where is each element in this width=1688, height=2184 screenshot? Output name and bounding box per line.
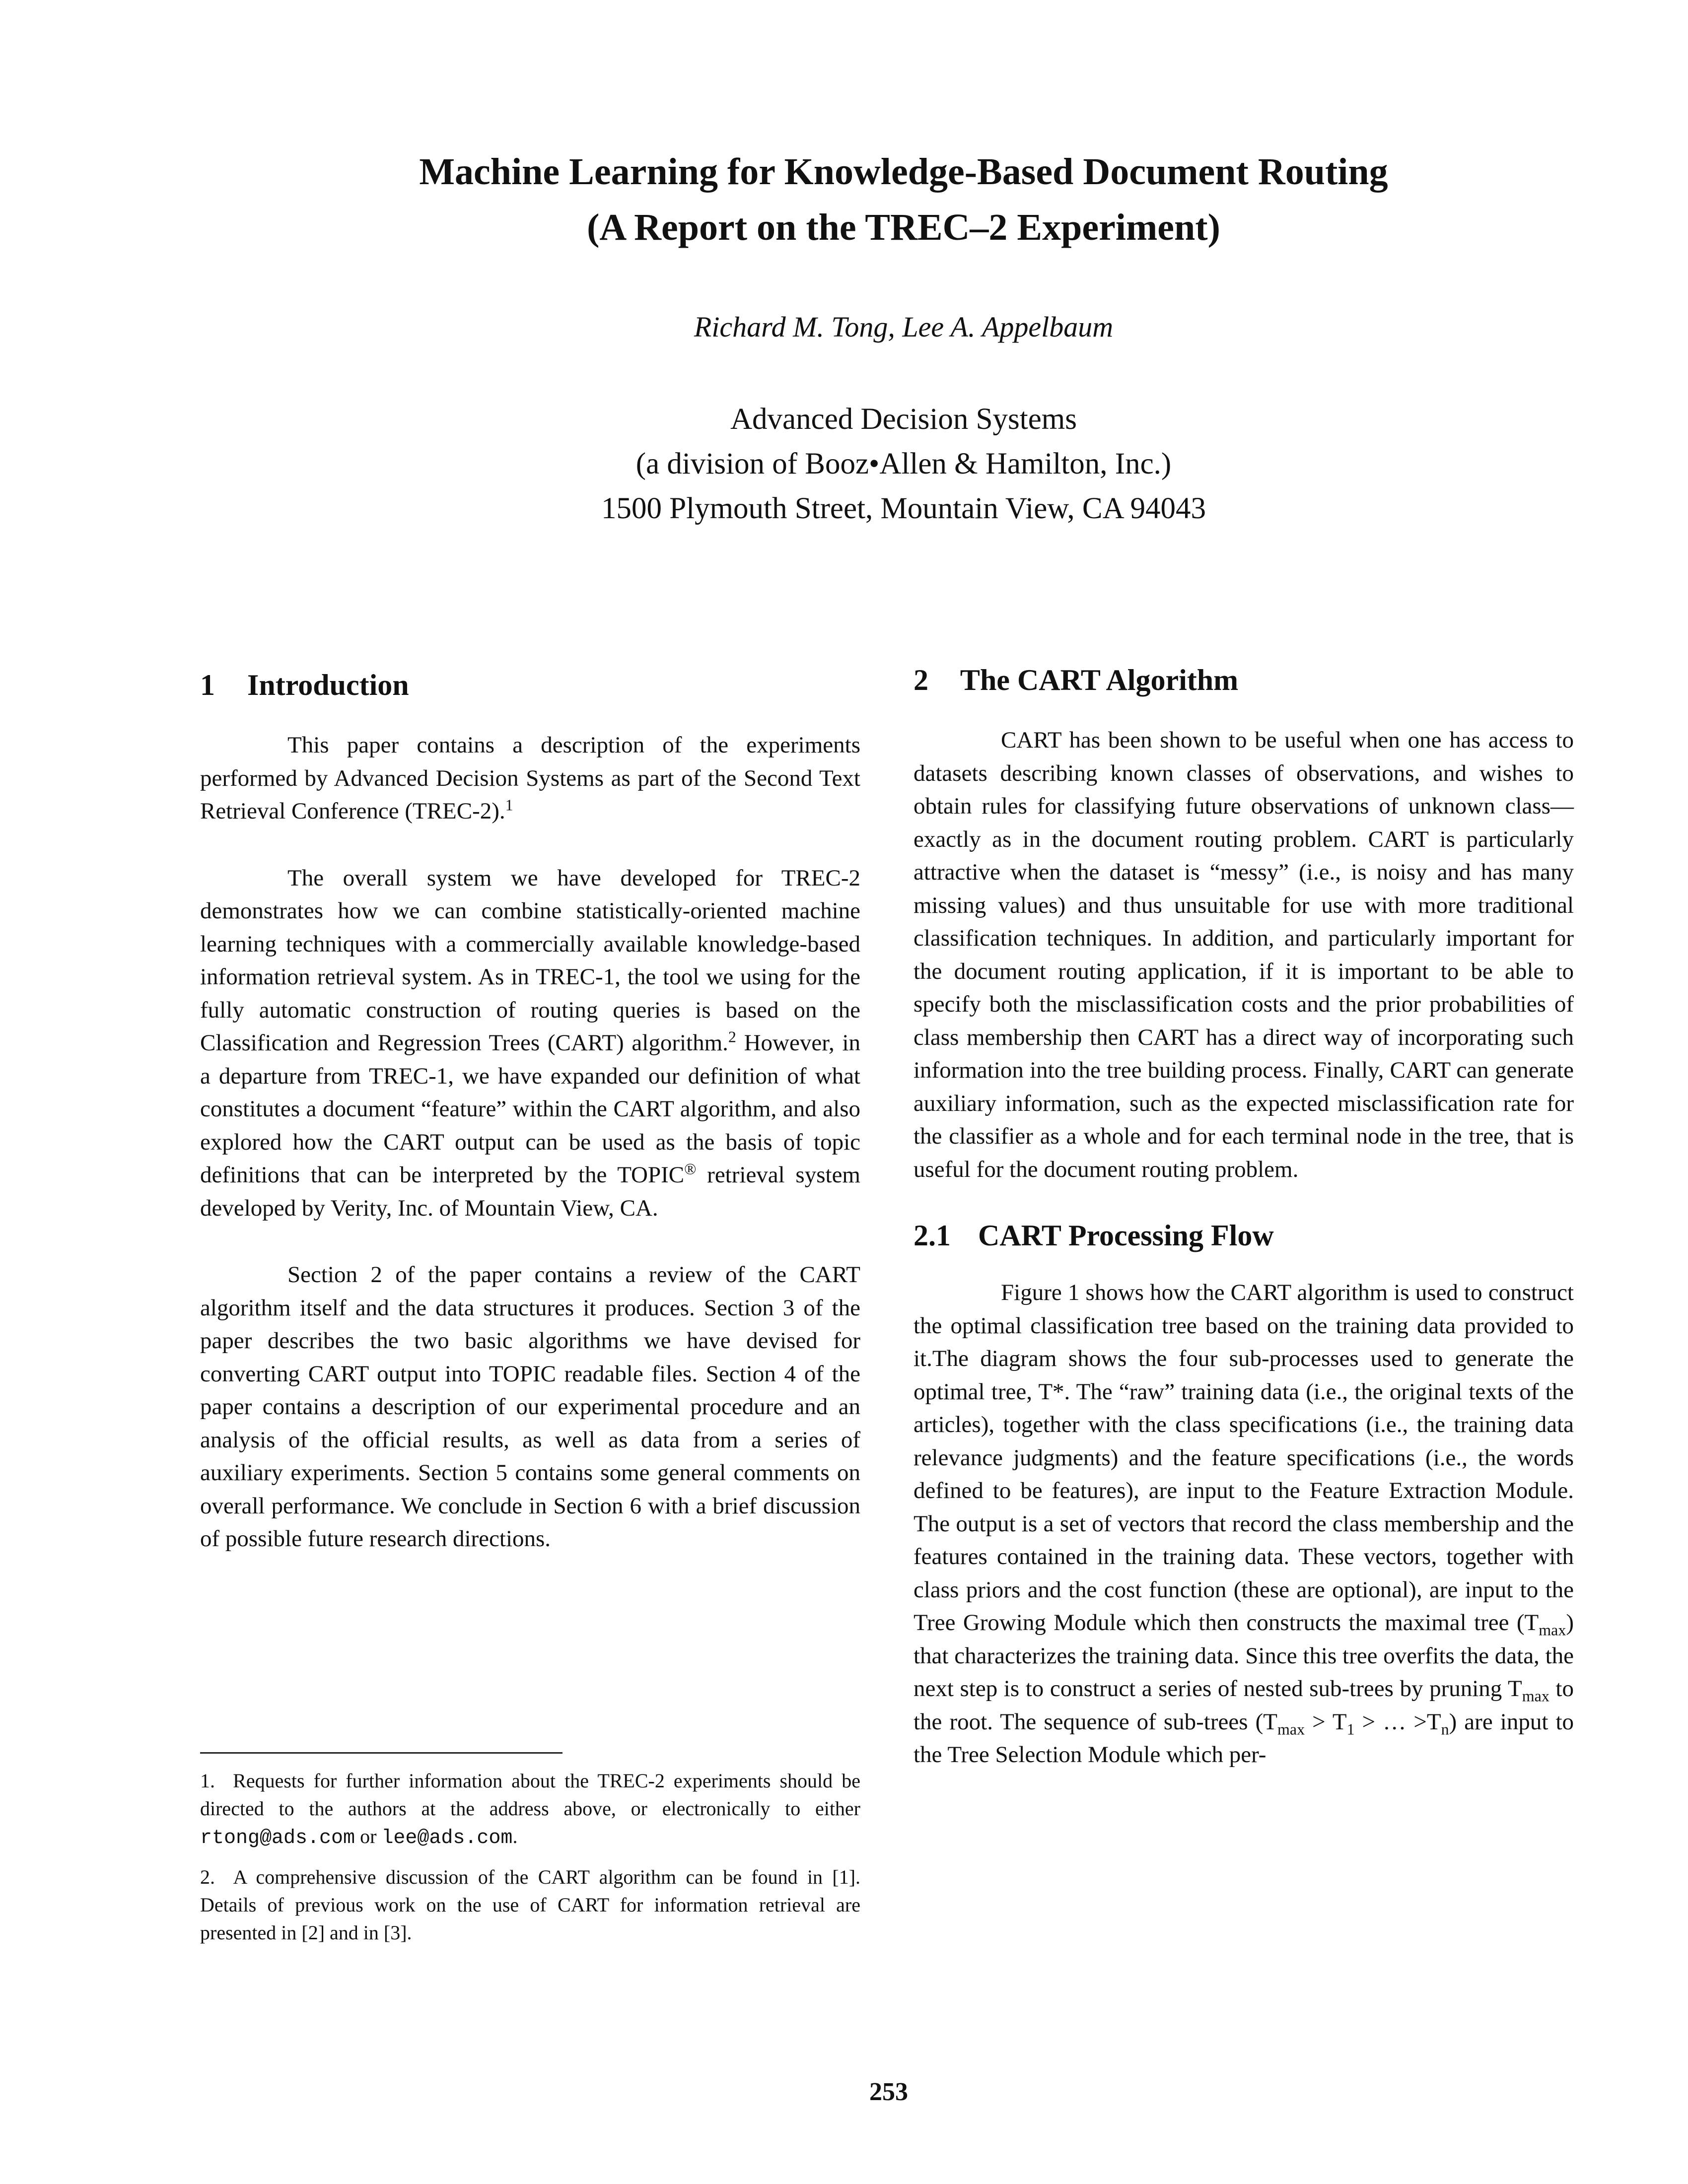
footnote-ref-1: 1	[505, 796, 513, 814]
footnote-text: Requests for further information about the TREC-2 experiments should be directed to the authors at the address above, or electronically to either	[200, 1770, 860, 1820]
paragraph-text: retrieval system developed by Verity, Inc. of Mountain View, CA.	[200, 1162, 860, 1221]
footnote-text: A comprehensive discussion of the CART algorithm can be found in [1]. Details of previous work on the use of CART for information retrieval are presented in [2] and in [3].	[200, 1866, 861, 1944]
footnote-ref-2: 2	[728, 1027, 736, 1046]
left-column	[200, 665, 860, 1556]
paragraph-text: ) are input to the Tree Selection Module which per-	[914, 1708, 1574, 1768]
paragraph-text: > … >T	[1354, 1708, 1441, 1735]
page-number: 253	[869, 2078, 908, 2106]
intro-paragraph-3: Section 2 of the paper contains a review of the CART algorithm itself and the data structures it produces. Section 3 of the paper describes the two basic algorithms we have devised for converting CART output into TOPIC readable files. Section 4 of the paper contains a description of our experimental procedure and an analysis of the official results, as well as data from a series of auxiliary experiments. Section 5 contains some general comments on overall performance. We conclude in Section 6 with a brief discussion of possible future research directions.	[200, 1262, 860, 1552]
subscript-1: 1	[1346, 1719, 1355, 1738]
paragraph-text: The overall system we have developed for TREC-2 demonstrates how we can combine statistically-oriented machine learning techniques with a commercially available knowledge-based information retrieval system. As in TREC-1, the tool we using for the fully automatic construction of routing queries is based on the Classification and Regression Trees (CART) algorithm.	[200, 865, 860, 1056]
intro-paragraph-2	[200, 862, 860, 1225]
paragraph-text: However, in a departure from TREC-1, we have expanded our definition of what constitutes a document “feature” within the CART algorithm, and also explored how the CART output can be used as the basis of topic definitions that can be interpreted by the TOPIC	[200, 1030, 861, 1188]
flow-paragraph-1	[914, 1276, 1574, 1772]
affiliation-line-2: (a division of Booz•Allen & Hamilton, Inc.)	[635, 447, 1172, 480]
title-line-1: Machine Learning for Knowledge-Based Document Routing	[419, 151, 1388, 193]
title-line-2: (A Report on the TREC–2 Experiment)	[587, 206, 1220, 248]
paper-title	[60, 144, 1688, 255]
paragraph-text: to the root. The sequence of sub-trees (T	[914, 1676, 1574, 1735]
section-heading-introduction	[200, 665, 860, 705]
paragraph-text: ) that characterizes the training data. Since this tree overfits the data, the next step is to construct a series of nested sub-trees by pruning T	[914, 1610, 1574, 1702]
section-title: Introduction	[247, 669, 409, 701]
section-number: 1	[200, 669, 215, 701]
subscript-n: n	[1441, 1719, 1449, 1738]
footnote-text: or	[355, 1825, 382, 1847]
email-address: lee@ads.com	[381, 1827, 513, 1849]
footnote-text: .	[512, 1825, 518, 1847]
subscript-max: max	[1277, 1719, 1305, 1738]
registered-mark: ®	[684, 1160, 697, 1178]
intro-paragraph-1	[200, 729, 860, 828]
affiliation-line-1: Advanced Decision Systems	[730, 403, 1077, 436]
affiliation-line-3: 1500 Plymouth Street, Mountain View, CA 94043	[601, 492, 1206, 525]
footnote-number: 1.	[200, 1770, 215, 1792]
footnote-2	[200, 1863, 860, 1947]
affiliation	[60, 397, 1688, 531]
section-heading-cart-algorithm	[914, 660, 1574, 700]
footnote-number: 2.	[200, 1866, 215, 1888]
section-number: 2	[914, 664, 928, 696]
paragraph-text: > T	[1305, 1708, 1347, 1735]
cart-paragraph-1: CART has been shown to be useful when one has access to datasets describing known classes of observations, and wishes to obtain rules for classifying future observations of unknown class—exactly as in the document routing problem. CART is particularly attractive when the dataset is “messy” (i.e., is noisy and has many missing values) and thus unsuitable for use with more traditional classification techniques. In addition, and particularly important for the document routing application, if it is important to be able to specify both the misclassification costs and the prior probabilities of class membership then CART has a direct way of incorporating such information into the tree building process. Finally, CART can generate auxiliary information, such as the expected misclassification rate for the classifier as a whole and for each terminal node in the tree, that is useful for the document routing problem.	[914, 727, 1574, 1182]
footnote-1	[200, 1767, 860, 1852]
subscript-max: max	[1522, 1687, 1549, 1705]
footnote-divider	[200, 1752, 563, 1754]
author-list: Richard M. Tong, Lee A. Appelbaum	[694, 311, 1114, 343]
paragraph-text: Figure 1 shows how the CART algorithm is used to construct the optimal classification tree based on the training data provided to it.The diagram shows the four sub-processes used to generate the optimal tree, T*. The “raw” training data (i.e., the original texts of the articles), together with the class specifications (i.e., the training data relevance judgments) and the feature specifications (i.e., the words defined to be features), are input to the Feature Extraction Module. The output is a set of vectors that record the class membership and the features contained in the training data. These vectors, together with class priors and the cost function (these are optional), are input to the Tree Growing Module which then constructs the maximal tree (T	[914, 1280, 1574, 1636]
footnotes	[200, 1767, 860, 1958]
email-address: rtong@ads.com	[200, 1827, 355, 1849]
section-title: The CART Algorithm	[960, 664, 1239, 696]
subscript-max: max	[1539, 1621, 1566, 1639]
section-heading-cart-processing-flow	[914, 1216, 1574, 1255]
section-title: CART Processing Flow	[978, 1219, 1274, 1252]
paragraph-text: This paper contains a description of the experiments performed by Advanced Decision Systems as part of the Second Text Retrieval Conference (TREC-2).	[200, 732, 860, 824]
right-column	[914, 660, 1574, 1772]
section-number: 2.1	[914, 1219, 951, 1252]
